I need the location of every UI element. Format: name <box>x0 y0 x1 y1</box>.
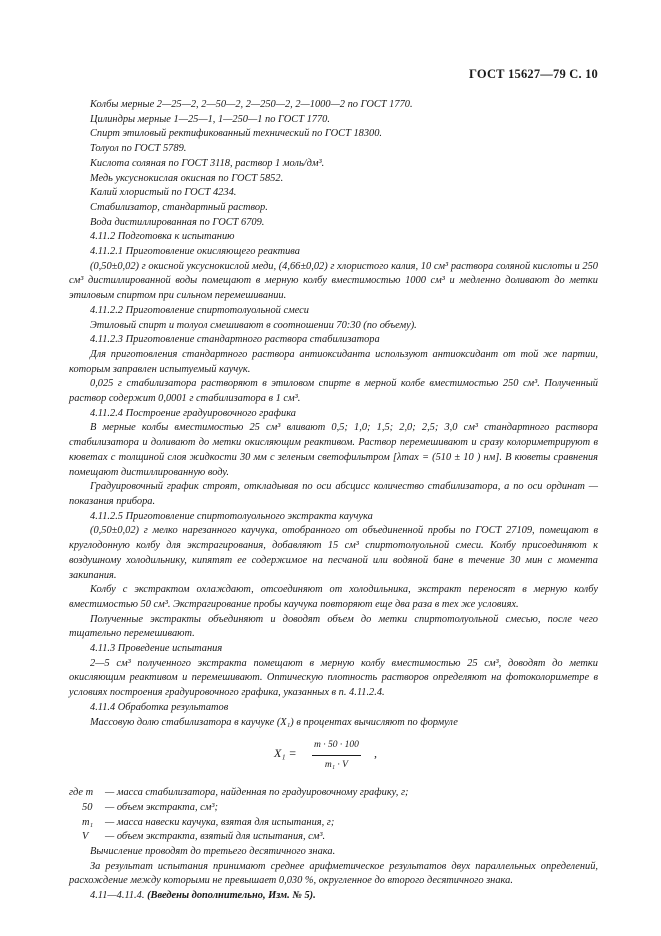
list-line-toluene: Толуол по ГОСТ 5789. <box>90 143 187 155</box>
paragraph-cooling: Колбу с экстрактом охлаждают, отсоединяют от холодильника, экстракт переносят в мерную колбу вместимостью 50 см³. Экстрагирование пробы каучука повторяют еще два раза в тех же условиях. <box>69 584 598 610</box>
formula <box>90 734 598 780</box>
paragraph-precision: Вычисление проводят до третьего десятичного знака. <box>90 846 336 858</box>
section-heading-4-11-2-2: 4.11.2.2 Приготовление спиртотолуольной смеси <box>90 304 309 316</box>
paragraph-amendment-note <box>69 889 598 904</box>
paragraph-extraction: (0,50±0,02) г мелко нарезанного каучука, отобранного от объединенной пробы по ГОСТ 27109, помещают в круглодонную колбу для экстрагирования, добавляют 15 см³ спиртотолуольной смеси. Колбу присоединяют к воздушному холодильнику, кипятят ее содержимое на песчаной или водяной бане в течение 30 мин с момента закипания. <box>69 525 598 581</box>
definition-text: — объем экстракта, взятый для испытания, см³. <box>105 831 326 843</box>
list-line-flasks: Колбы мерные 2—25—2, 2—50—2, 2—250—2, 2—1000—2 по ГОСТ 1770. <box>90 99 413 110</box>
paragraph-oxidizing-reagent: (0,50±0,02) г окисной уксуснокислой меди, (4,66±0,02) г хлористого калия, 10 см³ раствора соляной кислоты и 250 см³ дистиллированной воды помещают в мерную колбу вместимостью 1000 см³ и медленно доливают до метки этиловым спиртом при сильном перемешивании. <box>69 260 598 302</box>
definition-v <box>69 830 598 845</box>
paragraph-graph: Градуировочный график строят, откладывая по оси абсцисс количество стабилизатора, а по оси ординат — показания прибора. <box>69 481 598 507</box>
section-heading-4-11-2-5: 4.11.2.5 Приготовление спиртотолуольного экстракта каучука <box>90 510 373 522</box>
section-heading-4-11-2: 4.11.2 Подготовка к испытанию <box>90 231 235 243</box>
definition-m <box>69 786 598 801</box>
list-line-stabilizer: Стабилизатор, стандартный раствор. <box>90 201 268 213</box>
paragraph-combine: Полученные экстракты объединяют и доводят объем до метки спиртотолуольной смесью, после чего тщательно перемешивают. <box>69 613 598 640</box>
definition-text: — объем экстракта, см³; <box>105 801 218 813</box>
formula-numerator: m · 50 · 100 <box>312 738 361 756</box>
paragraph-formula-intro: Массовую долю стабилизатора в каучуке (X₁) в процентах вычисляют по формуле <box>90 716 458 728</box>
definition-symbol: m₁ <box>82 816 94 828</box>
formula-lhs: X₁ = <box>274 746 297 761</box>
section-heading-4-11-2-1: 4.11.2.1 Приготовление окисляющего реактива <box>90 246 300 258</box>
definition-symbol: 50 <box>82 801 93 813</box>
formula-fraction <box>312 738 361 772</box>
list-line-copper-acetate: Медь уксуснокислая окисная по ГОСТ 5852. <box>90 172 284 184</box>
definition-50 <box>69 801 598 816</box>
formula-definitions <box>69 786 598 845</box>
paragraph-mixture: Этиловый спирт и толуол смешивают в соотношении 70:30 (по объему). <box>90 319 417 331</box>
paragraph-antioxidant: Для приготовления стандартного раствора антиоксиданта используют антиоксидант от той же партии, которым заправлен испытуемый каучук. <box>69 348 598 375</box>
formula-comma: , <box>374 746 377 761</box>
amendment-range: 4.11—4.11.4. <box>90 890 145 902</box>
definition-text: — масса навески каучука, взятая для испытания, г; <box>105 816 335 828</box>
section-heading-4-11-2-4: 4.11.2.4 Построение градуировочного графика <box>90 407 296 419</box>
document-body <box>69 98 598 904</box>
paragraph-calibration: В мерные колбы вместимостью 25 см³ вливают 0,5; 1,0; 1,5; 2,0; 2,5; 3,0 см³ стандартного раствора стабилизатора и доливают до метки окисляющим реактивом. Раствор перемешивают и сразу колориметрируют в кюветах с толщиной слоя жидкости 30 мм с зеленым светофильтром [λmax = (510 ± 10 ) нм]. В кюветы сравнения помещают дистиллированную воду. <box>69 422 598 478</box>
definition-symbol: где m <box>69 787 94 799</box>
list-line-cylinders: Цилиндры мерные 1—25—1, 1—250—1 по ГОСТ 1770. <box>90 113 330 125</box>
definition-text: — масса стабилизатора, найденная по градуировочному графику, г; <box>105 787 409 799</box>
paragraph-stabilizer-solution: 0,025 г стабилизатора растворяют в этиловом спирте в мерной колбе вместимостью 250 см³. Полученный раствор содержит 0,0001 г стабилизатора в 1 см³. <box>69 378 598 405</box>
definition-symbol: V <box>82 831 89 843</box>
paragraph-test: 2—5 см³ полученного экстракта помещают в мерную колбу вместимостью 25 см³, доводят до метки окисляющим реактивом и перемешивают. Оптическую плотность растворов определяют на фотоколориметре в условиях построения градуировочного графика, указанных в п. 4.11.2.4. <box>69 657 598 699</box>
section-heading-4-11-3: 4.11.3 Проведение испытания <box>90 643 223 655</box>
section-heading-4-11-2-3: 4.11.2.3 Приготовление стандартного раствора стабилизатора <box>90 334 380 346</box>
amendment-text: (Введены дополнительно, Изм. № 5). <box>147 890 316 902</box>
paragraph-result: За результат испытания принимают среднее арифметическое результатов двух параллельных определений, расхождение между которыми не превышает 0,030 %, округленное до второго десятичного знака. <box>69 860 598 887</box>
list-line-ethanol: Спирт этиловый ректификованный технический по ГОСТ 18300. <box>90 128 383 140</box>
list-line-water: Вода дистиллированная по ГОСТ 6709. <box>90 216 265 228</box>
page-header: ГОСТ 15627—79 С. 10 <box>469 67 598 81</box>
formula-denominator: m₁ · V <box>324 759 348 770</box>
section-heading-4-11-4: 4.11.4 Обработка результатов <box>90 701 229 713</box>
list-line-kcl: Калий хлористый по ГОСТ 4234. <box>90 187 237 199</box>
definition-m1 <box>69 816 598 831</box>
list-line-hcl: Кислота соляная по ГОСТ 3118, раствор 1 моль/дм³. <box>90 157 325 169</box>
